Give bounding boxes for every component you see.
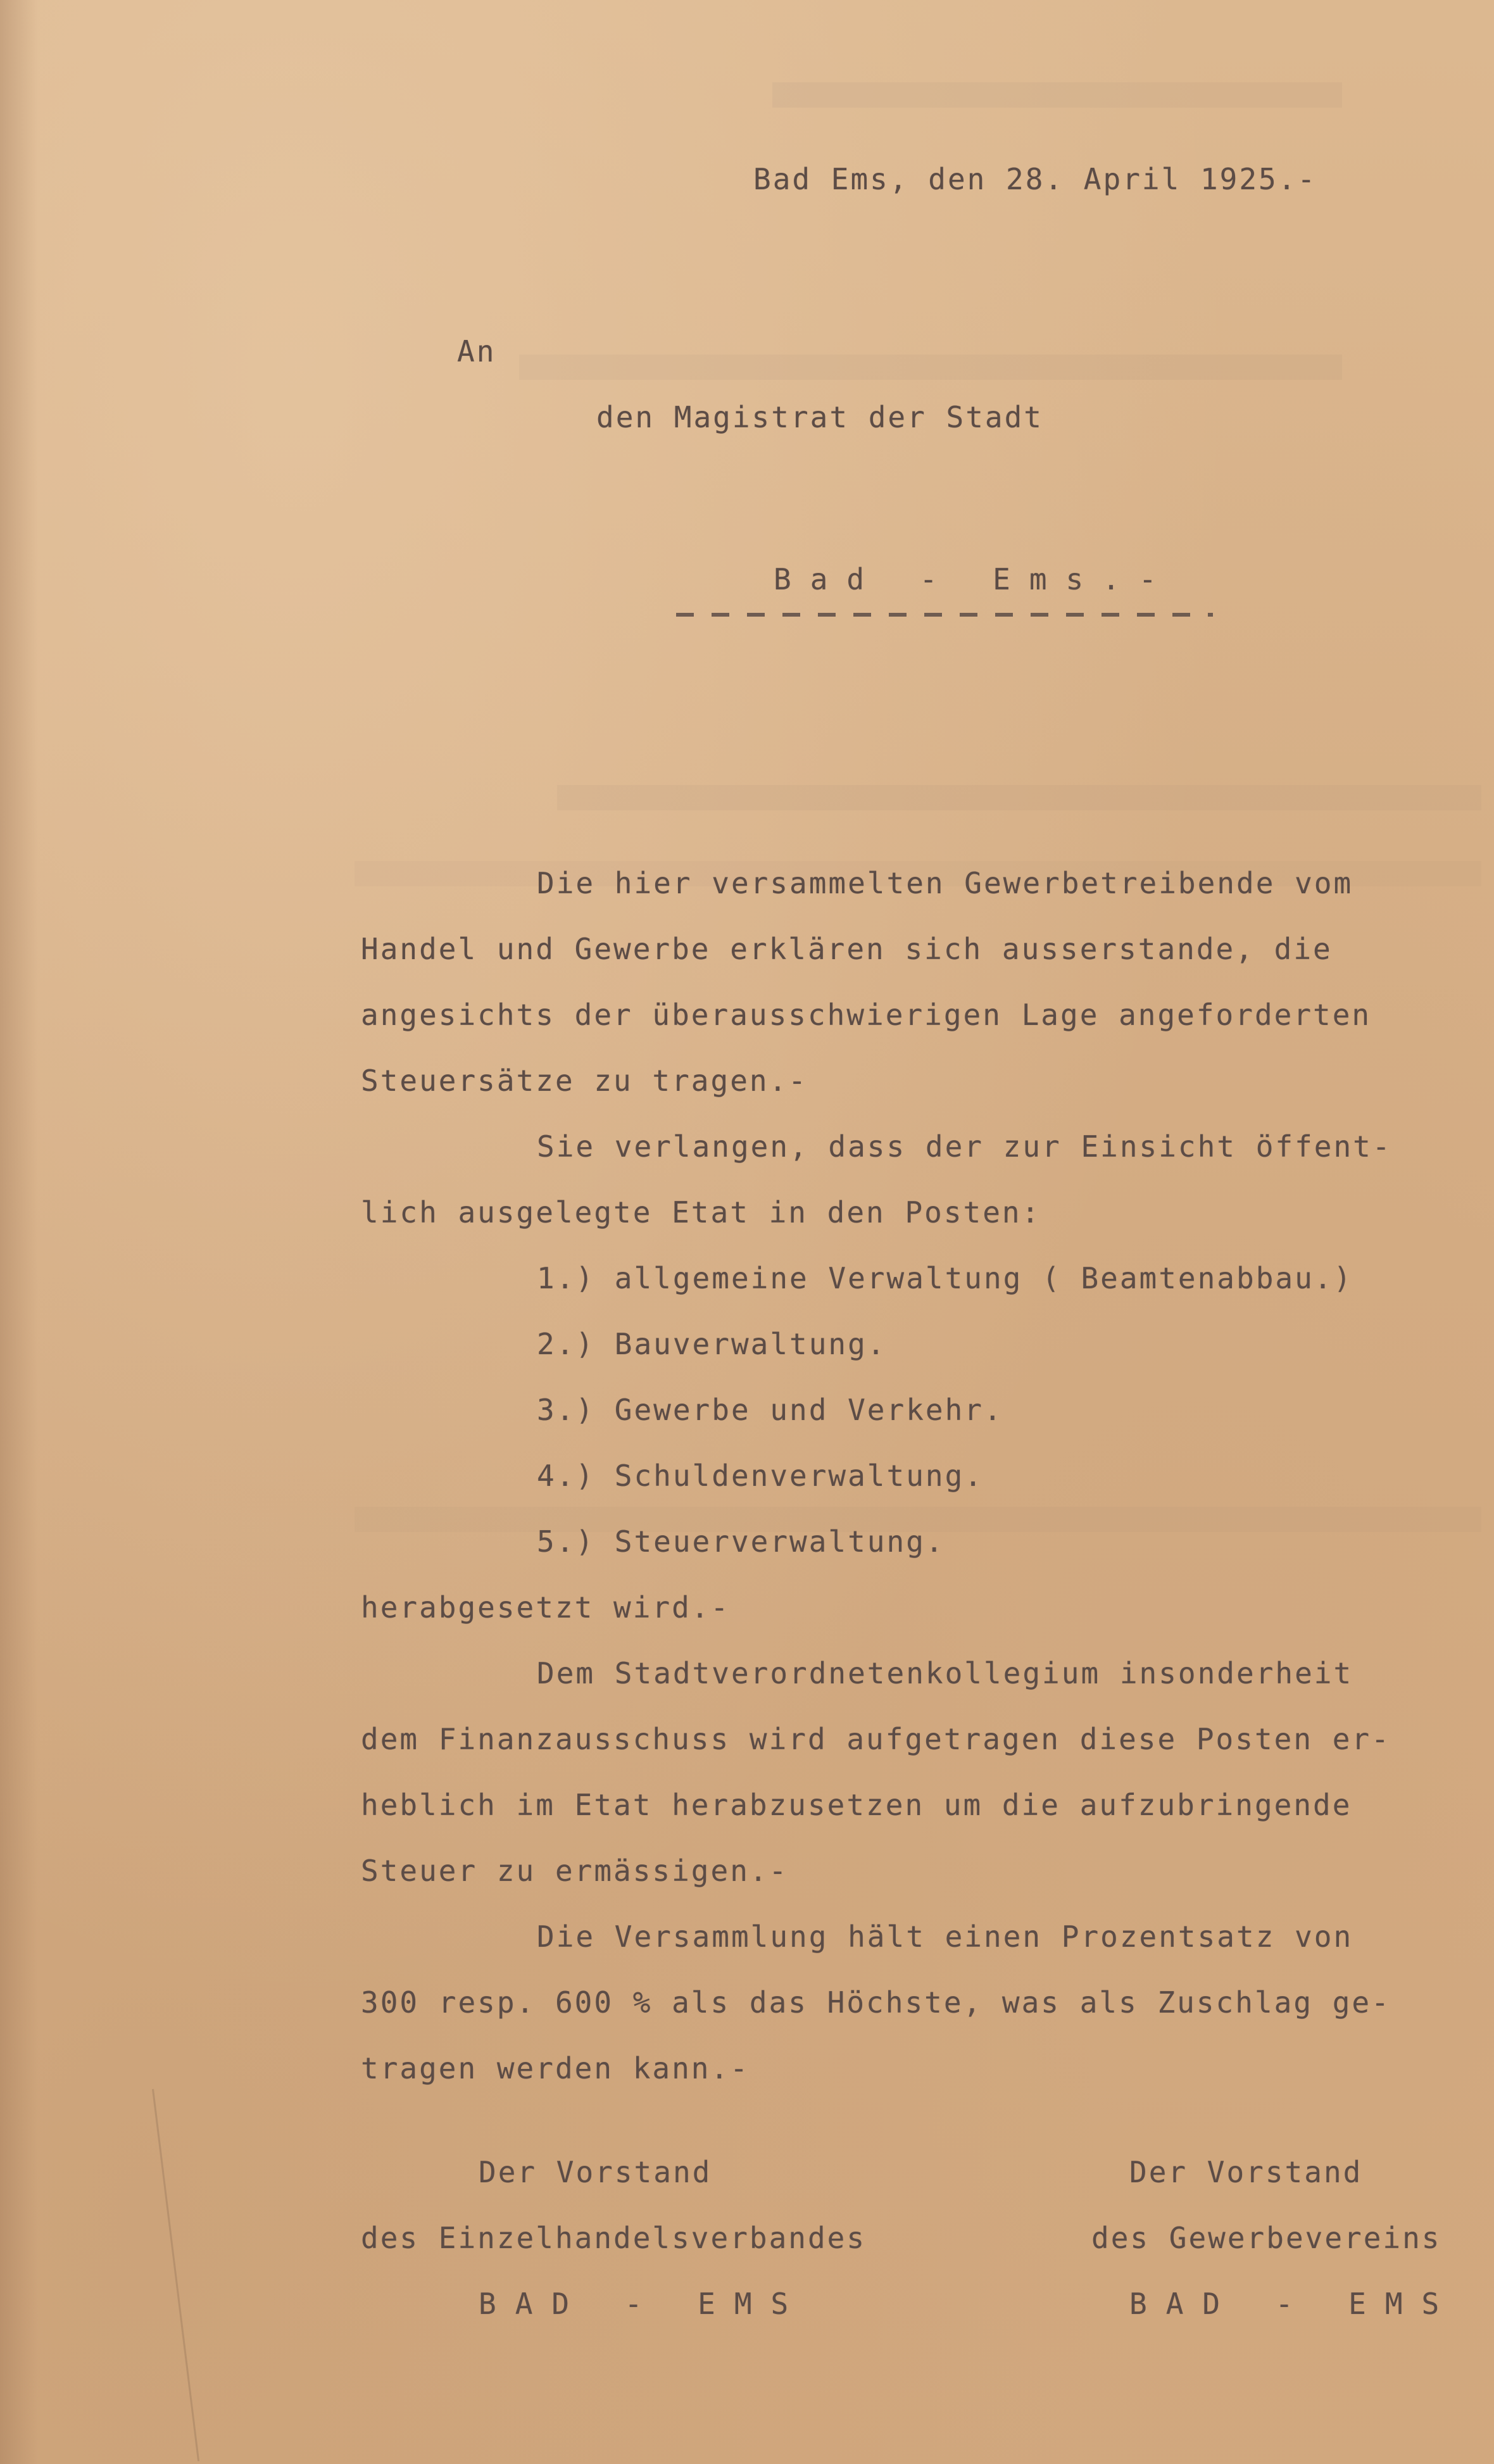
list-item-4: 4.) Schuldenverwaltung.: [537, 1459, 984, 1493]
list-item-3: 3.) Gewerbe und Verkehr.: [537, 1393, 1003, 1427]
body-line-18: 300 resp. 600 % als das Höchste, was als Zuschlag ge-: [361, 1985, 1391, 2020]
body-line-15: heblich im Etat herabzusetzen um die aufzubringende: [361, 1788, 1352, 1822]
body-line-14: dem Finanzausschuss wird aufgetragen diese Posten er-: [361, 1722, 1391, 1756]
recipient: den Magistrat der Stadt: [596, 400, 1043, 434]
salutation: An: [457, 334, 496, 368]
signature-left-org: des Einzelhandelsverbandes: [361, 2221, 867, 2255]
body-line-1: Die hier versammelten Gewerbetreibende vom: [537, 866, 1353, 900]
list-item-5: 5.) Steuerverwaltung.: [537, 1524, 945, 1559]
list-item-1: 1.) allgemeine Verwaltung ( Beamtenabbau.): [537, 1261, 1353, 1295]
paper-edge-shadow: [0, 0, 38, 2464]
paper-crease: [152, 2089, 199, 2461]
body-line-13: Dem Stadtverordnetenkollegium insonderheit: [537, 1656, 1353, 1690]
body-line-19: tragen werden kann.-: [361, 2051, 750, 2085]
body-line-4: Steuersätze zu tragen.-: [361, 1064, 808, 1098]
signature-left-city: BAD - EMS: [479, 2287, 808, 2321]
date-line: Bad Ems, den 28. April 1925.-: [753, 162, 1317, 196]
signature-right-org: des Gewerbevereins: [1091, 2221, 1441, 2255]
body-line-12: herabgesetzt wird.-: [361, 1590, 731, 1625]
signature-right-title: Der Vorstand: [1129, 2155, 1363, 2189]
body-line-2: Handel und Gewerbe erklären sich ausserstande, die: [361, 932, 1333, 966]
signature-right-city: BAD - EMS: [1129, 2287, 1459, 2321]
show-through-smudge: [772, 82, 1342, 108]
body-line-5: Sie verlangen, dass der zur Einsicht öffent-: [537, 1129, 1392, 1164]
show-through-smudge: [519, 355, 1342, 380]
list-item-2: 2.) Bauverwaltung.: [537, 1327, 887, 1361]
body-line-6: lich ausgelegte Etat in den Posten:: [361, 1195, 1041, 1229]
body-line-17: Die Versammlung hält einen Prozentsatz von: [537, 1920, 1353, 1954]
body-line-16: Steuer zu ermässigen.-: [361, 1854, 789, 1888]
recipient-city: Bad - Ems.-: [774, 562, 1176, 596]
show-through-smudge: [557, 785, 1481, 810]
underline-rule: [676, 613, 1213, 617]
body-line-3: angesichts der überausschwierigen Lage angeforderten: [361, 998, 1372, 1032]
signature-left-title: Der Vorstand: [479, 2155, 712, 2189]
